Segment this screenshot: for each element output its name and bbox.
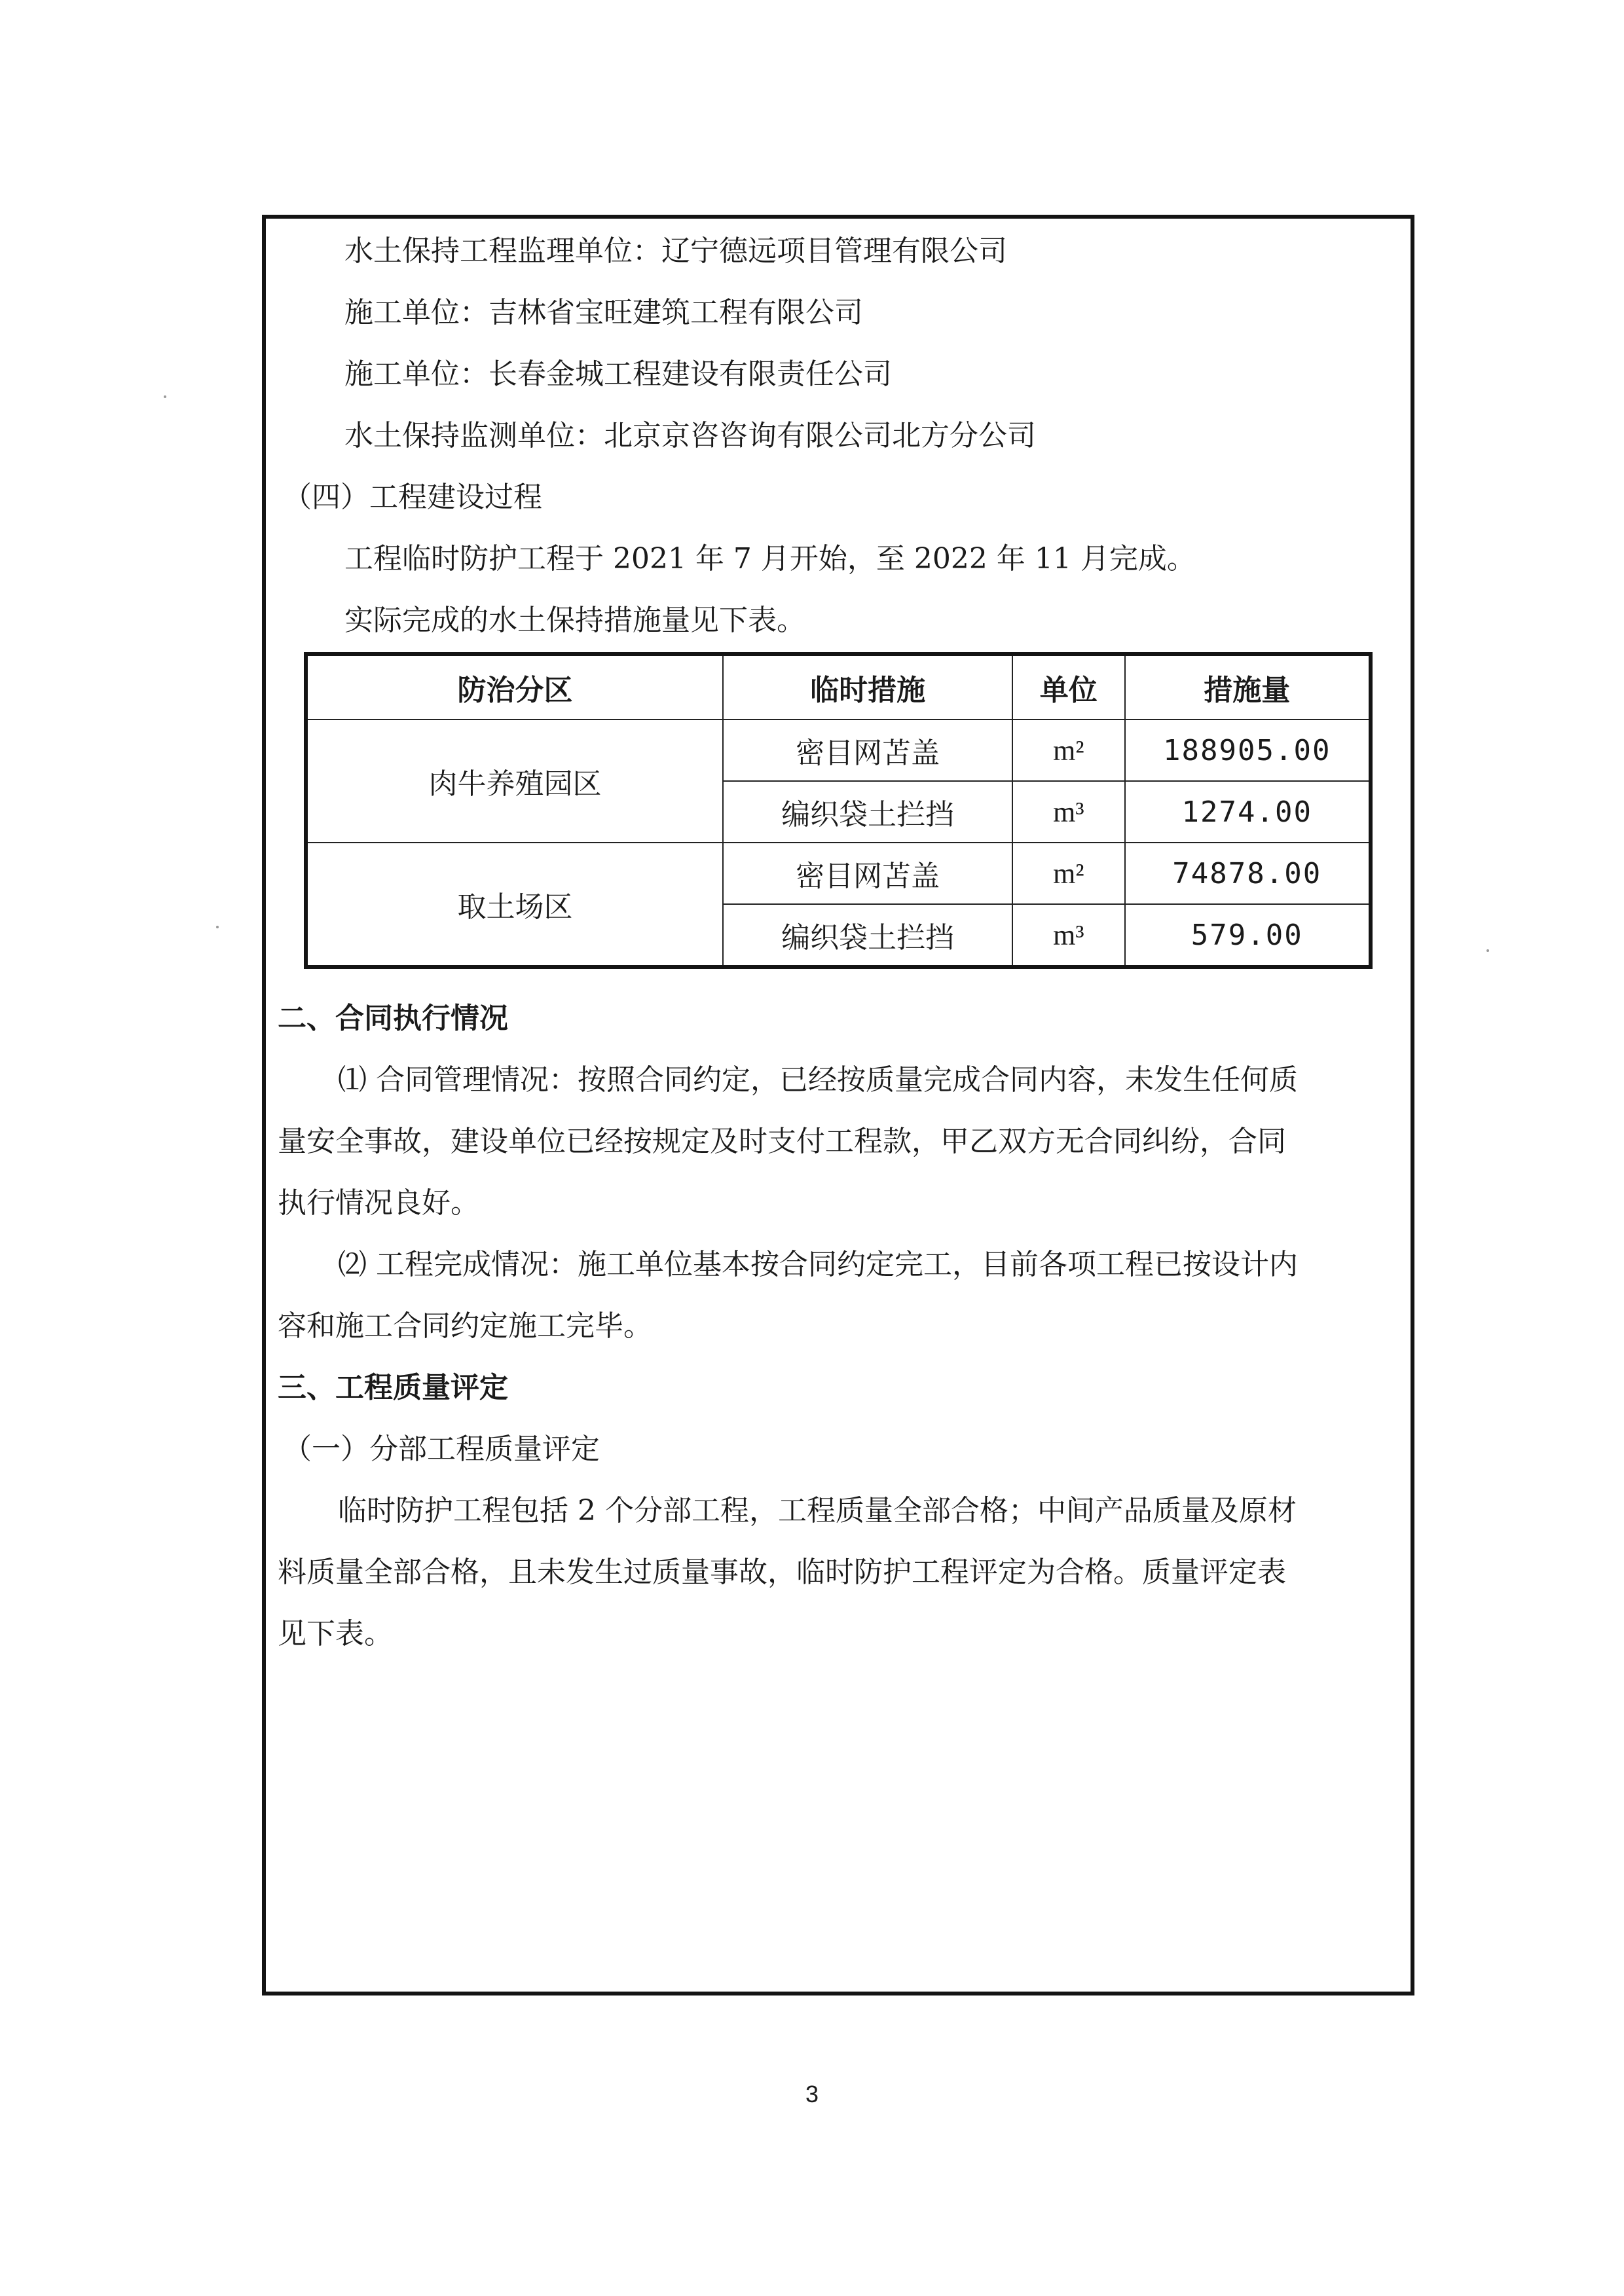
measure-cell: 密目网苫盖 xyxy=(723,720,1012,781)
amount-cell: 1274.00 xyxy=(1125,781,1371,843)
builder-unit-line-2: 施工单位：长春金城工程建设有限责任公司 xyxy=(344,357,892,391)
quality-paragraph-line-3: 见下表。 xyxy=(278,1617,393,1650)
zone-cell: 肉牛养殖园区 xyxy=(306,720,723,843)
quality-subheading: （一）分部工程质量评定 xyxy=(283,1432,600,1466)
unit-cell: m² xyxy=(1012,843,1124,904)
table-header-row xyxy=(306,654,1371,720)
unit-cell: m³ xyxy=(1012,904,1124,967)
quality-heading: 三、工程质量评定 xyxy=(278,1371,508,1404)
amount-cell: 188905.00 xyxy=(1125,720,1371,781)
scan-speck xyxy=(164,395,166,398)
unit-cell: m³ xyxy=(1012,781,1124,843)
amount-cell: 579.00 xyxy=(1125,904,1371,967)
process-paragraph-2: 实际完成的水土保持措施量见下表。 xyxy=(344,604,805,637)
amount-cell: 74878.00 xyxy=(1125,843,1371,904)
contract-item-2-line-2: 容和施工合同约定施工完毕。 xyxy=(278,1309,652,1343)
measures-table xyxy=(304,652,1373,969)
header-unit: 单位 xyxy=(1012,654,1124,720)
table-row xyxy=(306,843,1371,904)
supervisor-unit-line: 水土保持工程监理单位：辽宁德远项目管理有限公司 xyxy=(344,234,1007,268)
header-amount: 措施量 xyxy=(1125,654,1371,720)
monitor-unit-line: 水土保持监测单位：北京京咨咨询有限公司北方分公司 xyxy=(344,419,1036,452)
header-zone: 防治分区 xyxy=(306,654,723,720)
scan-speck xyxy=(216,926,219,928)
unit-cell: m² xyxy=(1012,720,1124,781)
contract-heading: 二、合同执行情况 xyxy=(278,1002,508,1035)
process-heading: （四）工程建设过程 xyxy=(283,481,542,514)
quality-paragraph-line-1: 临时防护工程包括 2 个分部工程，工程质量全部合格；中间产品质量及原材 xyxy=(338,1494,1297,1527)
zone-cell: 取土场区 xyxy=(306,843,723,967)
process-paragraph-1: 工程临时防护工程于 2021 年 7 月开始，至 2022 年 11 月完成。 xyxy=(344,542,1196,575)
measure-cell: 密目网苫盖 xyxy=(723,843,1012,904)
measure-cell: 编织袋土拦挡 xyxy=(723,904,1012,967)
contract-item-1-line-1: ⑴ 合同管理情况：按照合同约定，已经按质量完成合同内容，未发生任何质 xyxy=(338,1063,1298,1097)
measure-cell: 编织袋土拦挡 xyxy=(723,781,1012,843)
builder-unit-line-1: 施工单位：吉林省宝旺建筑工程有限公司 xyxy=(344,296,863,329)
header-measure: 临时措施 xyxy=(723,654,1012,720)
contract-item-1-line-3: 执行情况良好。 xyxy=(278,1186,479,1220)
page-number: 3 xyxy=(805,2081,819,2107)
table-row xyxy=(306,720,1371,781)
quality-paragraph-line-2: 料质量全部合格，且未发生过质量事故，临时防护工程评定为合格。质量评定表 xyxy=(278,1556,1286,1589)
scan-speck xyxy=(1486,949,1489,952)
contract-item-1-line-2: 量安全事故，建设单位已经按规定及时支付工程款，甲乙双方无合同纠纷，合同 xyxy=(278,1125,1286,1158)
contract-item-2-line-1: ⑵ 工程完成情况：施工单位基本按合同约定完工，目前各项工程已按设计内 xyxy=(338,1248,1298,1281)
